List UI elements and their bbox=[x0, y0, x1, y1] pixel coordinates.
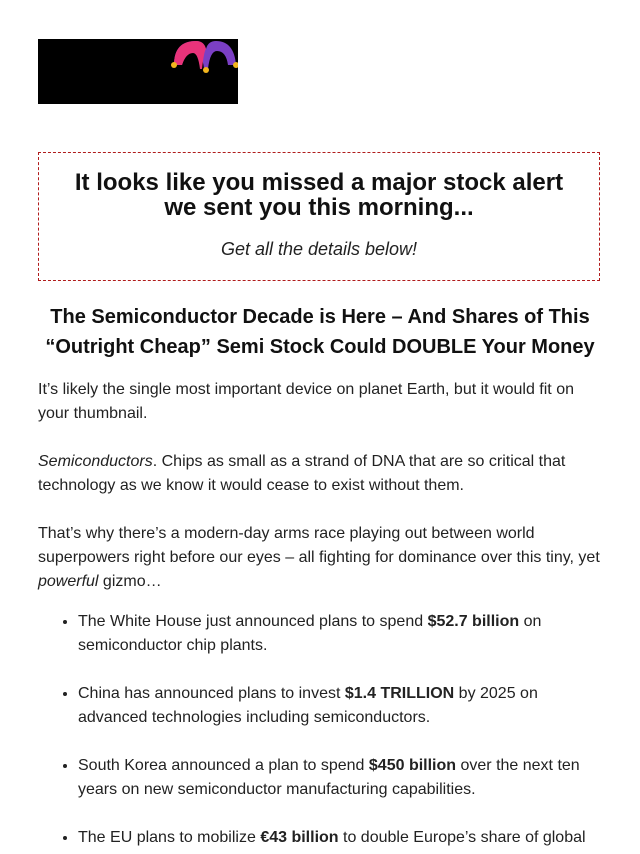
list-item-text: The EU plans to mobilize bbox=[78, 829, 261, 846]
list-item-text: on semiconductor chip plants. bbox=[78, 613, 542, 654]
jester-hat-icon bbox=[38, 39, 238, 104]
paragraph-arms-race bbox=[38, 522, 602, 594]
investment-list bbox=[38, 610, 602, 854]
list-item-amount: $450 billion bbox=[368, 757, 457, 774]
list-item bbox=[78, 754, 602, 802]
paragraph-semiconductors-text: . Chips as small as a strand of DNA that are so critical that technology as we know it would cease to exist without them. bbox=[38, 453, 566, 494]
list-item-text: China has announced plans to invest bbox=[78, 685, 345, 702]
list-item-amount: $52.7 billion bbox=[427, 613, 520, 630]
emphasis-powerful: powerful bbox=[38, 573, 99, 590]
paragraph-semiconductors bbox=[38, 450, 602, 498]
alert-title: It looks like you missed a major stock alert we sent you this morning... bbox=[74, 169, 564, 221]
list-item-text: by 2025 on advanced technologies including semiconductors. bbox=[78, 685, 538, 726]
list-item-text: over the next ten years on new semiconductor manufacturing capabilities. bbox=[78, 757, 580, 798]
list-item-amount: €43 billion bbox=[260, 829, 339, 846]
stock-alert-box bbox=[38, 152, 600, 281]
article-headline: The Semiconductor Decade is Here – And Shares of This “Outright Cheap” Semi Stock Could DOUBLE Your Money bbox=[45, 306, 595, 358]
list-item bbox=[78, 682, 602, 730]
alert-subtitle: Get all the details below! bbox=[220, 239, 418, 259]
list-item-text: The White House just announced plans to spend bbox=[78, 613, 428, 630]
list-item bbox=[78, 826, 602, 850]
paragraph-arms-race-start: That’s why there’s a modern-day arms race playing out between world superpowers right before our eyes – all fighting for dominance over this tiny, yet bbox=[38, 525, 600, 566]
brand-logo[interactable] bbox=[38, 39, 238, 104]
paragraph-arms-race-end: gizmo… bbox=[98, 573, 162, 590]
list-item-amount: $1.4 TRILLION bbox=[344, 685, 455, 702]
paragraph-intro: It’s likely the single most important device on planet Earth, but it would fit on your thumbnail. bbox=[38, 381, 574, 422]
list-item bbox=[78, 610, 602, 658]
list-item-text: South Korea announced a plan to spend bbox=[78, 757, 369, 774]
emphasis-semiconductors: Semiconductors bbox=[38, 453, 153, 470]
list-item-text: to double Europe’s share of global bbox=[338, 829, 586, 846]
